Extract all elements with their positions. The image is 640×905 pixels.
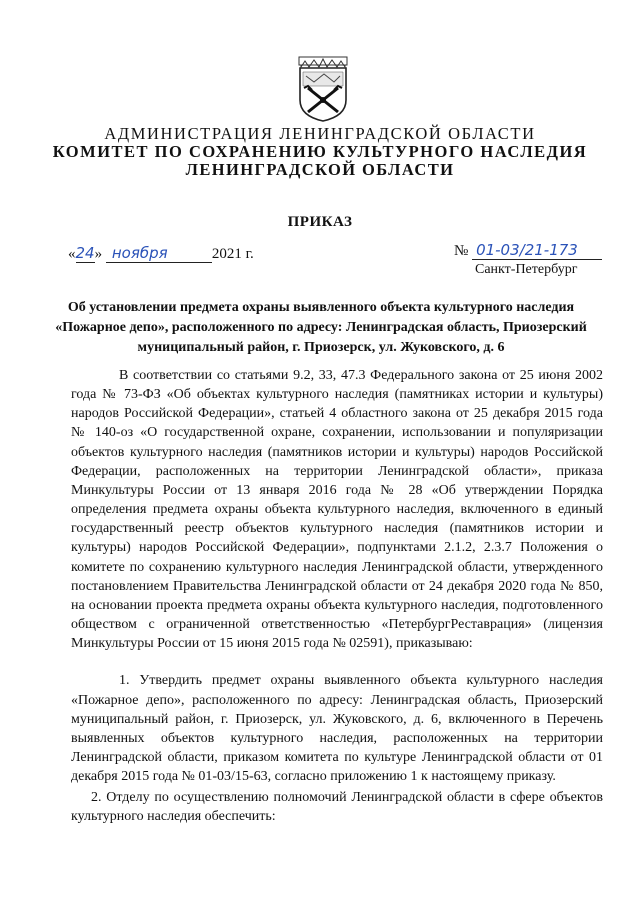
order-city: Санкт-Петербург (475, 262, 578, 277)
order-number (454, 241, 602, 260)
number-sign: № (454, 243, 469, 259)
item-1-paragraph: 1. Утвердить предмет охраны выявленного объекта культурного наследия «Пожарное депо», расположенного по адресу: Ленинградская область, Приозерский муниципальный район, г. Приозерск, ул. Жуковского, д. 6, включенного в Перечень выявленных объектов культурного наследия, расположенных на территории Ленинградской области, приказом комитета по культуре Ленинградской области от 01 декабря 2015 года № 01-03/15-63, согласно приложению 1 к настоящему приказу. (71, 673, 603, 785)
org-name-line-3: ЛЕНИНГРАДСКОЙ ОБЛАСТИ (185, 160, 455, 179)
date-month: ноября (106, 244, 212, 263)
preamble-paragraph: В соответствии со статьями 9.2, 33, 47.3 Федерального закона от 25 июня 2002 года № 73-ФЗ «Об объектах культурного наследия (памятниках истории и культуры) народов Российской Федерации», статьей 4 областного закона от 25 декабря 2015 года № 140-оз «О государственной охране, сохранении, использовании и популяризации объектов культурного наследия (памятников истории и культуры) народов Российской Федерации, расположенных на территории Ленинградской области», приказа Минкультуры России от 13 января 2016 года № 28 «Об утверждении Порядка определения предмета охраны объекта культурного наследия, включенного в единый государственный реестр объектов культурного наследия (памятников истории и культуры) народов Российской Федерации», подпунктами 2.1.2, 2.3.7 Положения о комитете по сохранению культурного наследия Ленинградской области, утвержденного постановлением Правительства Ленинградской области от 24 декабря 2020 года № 850, на основании проекта предмета охраны объекта культурного наследия, подготовленного обществом с ограниченной ответственностью «ПетербургРеставрация» (лицензия Минкультуры России от 15 июня 2015 года № 02591), приказываю: (71, 368, 603, 652)
item-2-paragraph: 2. Отделу по осуществлению полномочий Ленинградской области в сфере объектов культурного наследия обеспечить: (71, 790, 603, 825)
date-day: 24 (75, 244, 95, 262)
order-date (68, 244, 254, 263)
date-close-quote: » (94, 246, 103, 262)
order-subject: Об установлении предмета охраны выявленного объекта культурного наследия «Пожарное депо», расположенного по адресу: Ленинградская область, Приозерский муниципальный район, г. Приозерск, ул. Жуковского, д. 6 (55, 300, 587, 355)
date-open-quote: « (68, 246, 76, 262)
order-title: ПРИКАЗ (287, 214, 353, 230)
org-name-line-1: АДМИНИСТРАЦИЯ ЛЕНИНГРАДСКОЙ ОБЛАСТИ (104, 124, 536, 143)
coat-of-arms-icon (296, 56, 350, 122)
order-body (71, 366, 603, 827)
order-number-value: 01-03/21-173 (472, 241, 602, 260)
org-name-line-2: КОМИТЕТ ПО СОХРАНЕНИЮ КУЛЬТУРНОГО НАСЛЕДИЯ (52, 142, 588, 161)
date-year: 2021 г. (211, 246, 254, 262)
